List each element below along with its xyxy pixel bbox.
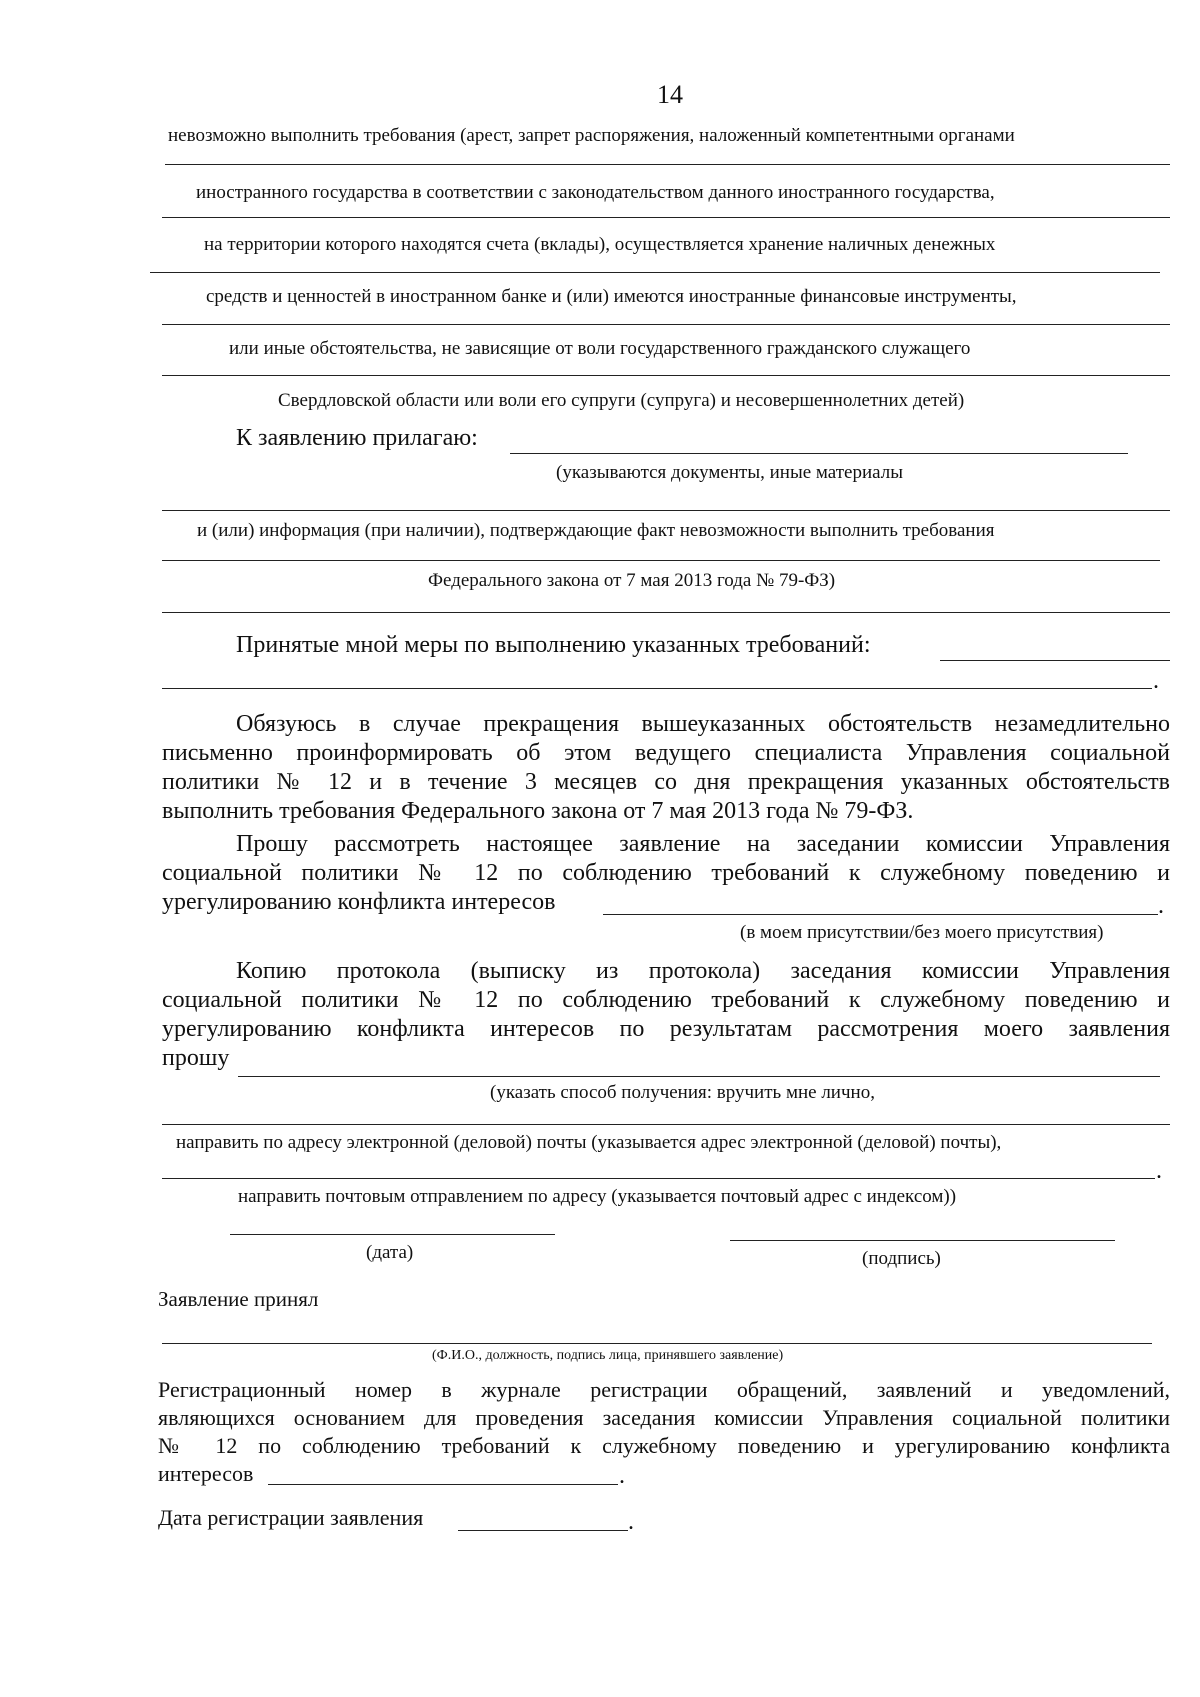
page-number: 14 [657,80,683,109]
paragraph-line: политики № 12 и в течение 3 месяцев со дня прекращения указанных обстоятельств [162,769,1170,795]
accepted-label: Заявление принял [158,1287,319,1311]
presence-fill-line[interactable] [603,914,1158,915]
copy-method-fill-line[interactable] [238,1076,1160,1077]
copy-hint-2: направить по адресу электронной (деловой) почты (указывается адрес электронной (деловой) почты), [176,1132,1002,1153]
paragraph-line: № 12 по соблюдению требований к служебному поведению и урегулированию конфликта [158,1433,1170,1458]
measures-fill-line[interactable] [940,660,1170,661]
signature-line[interactable] [730,1240,1115,1241]
request-paragraph [162,830,1170,917]
attachments-hint-1: (указываются документы, иные материалы [556,462,903,483]
attachments-hint-2: и (или) информация (при наличии), подтверждающие факт невозможности выполнить требования [197,520,995,541]
paragraph-line: Прошу рассмотреть настоящее заявление на заседании комиссии Управления [236,831,1170,857]
date-line[interactable] [230,1234,555,1235]
reasons-line-4: средств и ценностей в иностранном банке и (или) имеются иностранные финансовые инструменты, [206,286,1017,307]
registration-paragraph [158,1376,1170,1488]
rule [150,272,1160,273]
date-label: (дата) [366,1242,414,1263]
paragraph-line: Обязуюсь в случае прекращения вышеуказанных обстоятельств незамедлительно [236,711,1170,737]
paragraph-line: урегулированию конфликта интересов [162,889,556,915]
end-dot: . [1158,893,1164,919]
paragraph-line: прошу [162,1045,230,1071]
paragraph-line: Регистрационный номер в журнале регистрации обращений, заявлений и уведомлений, [158,1377,1170,1402]
paragraph-line: социальной политики № 12 по соблюдению требований к служебному поведению и [162,987,1170,1013]
reasons-line-1: невозможно выполнить требования (арест, запрет распоряжения, наложенный компетентными органами [168,125,1015,146]
accepted-hint: (Ф.И.О., должность, подпись лица, принявшего заявление) [432,1348,784,1363]
paragraph-line: социальной политики № 12 по соблюдению требований к служебному поведению и [162,860,1170,886]
measures-fill-line-2[interactable] [162,688,1152,689]
paragraph-line: Копию протокола (выписку из протокола) заседания комиссии Управления [236,958,1170,984]
measures-label: Принятые мной меры по выполнению указанных требований: [236,632,871,658]
end-dot: . [1156,1158,1162,1184]
rule [162,217,1170,218]
reasons-line-2: иностранного государства в соответствии с законодательством данного иностранного государства, [196,182,995,203]
attachments-hint-3: Федерального закона от 7 мая 2013 года № 79-ФЗ) [428,570,836,591]
rule [162,324,1170,325]
paragraph-line: письменно проинформировать об этом ведущего специалиста Управления социальной [162,740,1170,766]
paragraph-line: интересов [158,1461,254,1486]
presence-hint: (в моем присутствии/без моего присутствия) [740,922,1104,943]
attachments-label: К заявлению прилагаю: [236,425,478,451]
rule [162,1124,1170,1125]
end-dot: . [619,1463,625,1489]
accepted-fill-line[interactable] [162,1343,1152,1344]
copy-hint-1: (указать способ получения: вручить мне лично, [490,1082,875,1103]
paragraph-line: урегулированию конфликта интересов по результатам рассмотрения моего заявления [162,1016,1170,1042]
end-dot: . [628,1509,634,1535]
attachments-fill-line[interactable] [510,453,1128,454]
rule [162,560,1160,561]
signature-label: (подпись) [862,1248,941,1269]
paragraph-line: выполнить требования Федерального закона от 7 мая 2013 года № 79-ФЗ. [162,798,914,824]
rule [162,1178,1155,1179]
rule [162,510,1170,511]
obligation-paragraph [162,710,1170,826]
end-dot: . [1153,668,1159,694]
registration-number-line[interactable] [268,1484,618,1485]
copy-paragraph [162,957,1170,1073]
reasons-line-5: или иные обстоятельства, не зависящие от воли государственного гражданского служащего [229,338,971,359]
rule [162,375,1170,376]
registration-date-line[interactable] [458,1530,628,1531]
paragraph-line: являющихся основанием для проведения заседания комиссии Управления социальной политики [158,1405,1170,1430]
rule [165,164,1170,165]
registration-date-label: Дата регистрации заявления [158,1505,424,1530]
reasons-line-3: на территории которого находятся счета (вклады), осуществляется хранение наличных денежных [204,234,996,255]
reasons-line-6: Свердловской области или воли его супруги (супруга) и несовершеннолетних детей) [278,390,965,411]
copy-hint-3: направить почтовым отправлением по адресу (указывается почтовый адрес с индексом)) [238,1186,957,1207]
rule [162,612,1170,613]
